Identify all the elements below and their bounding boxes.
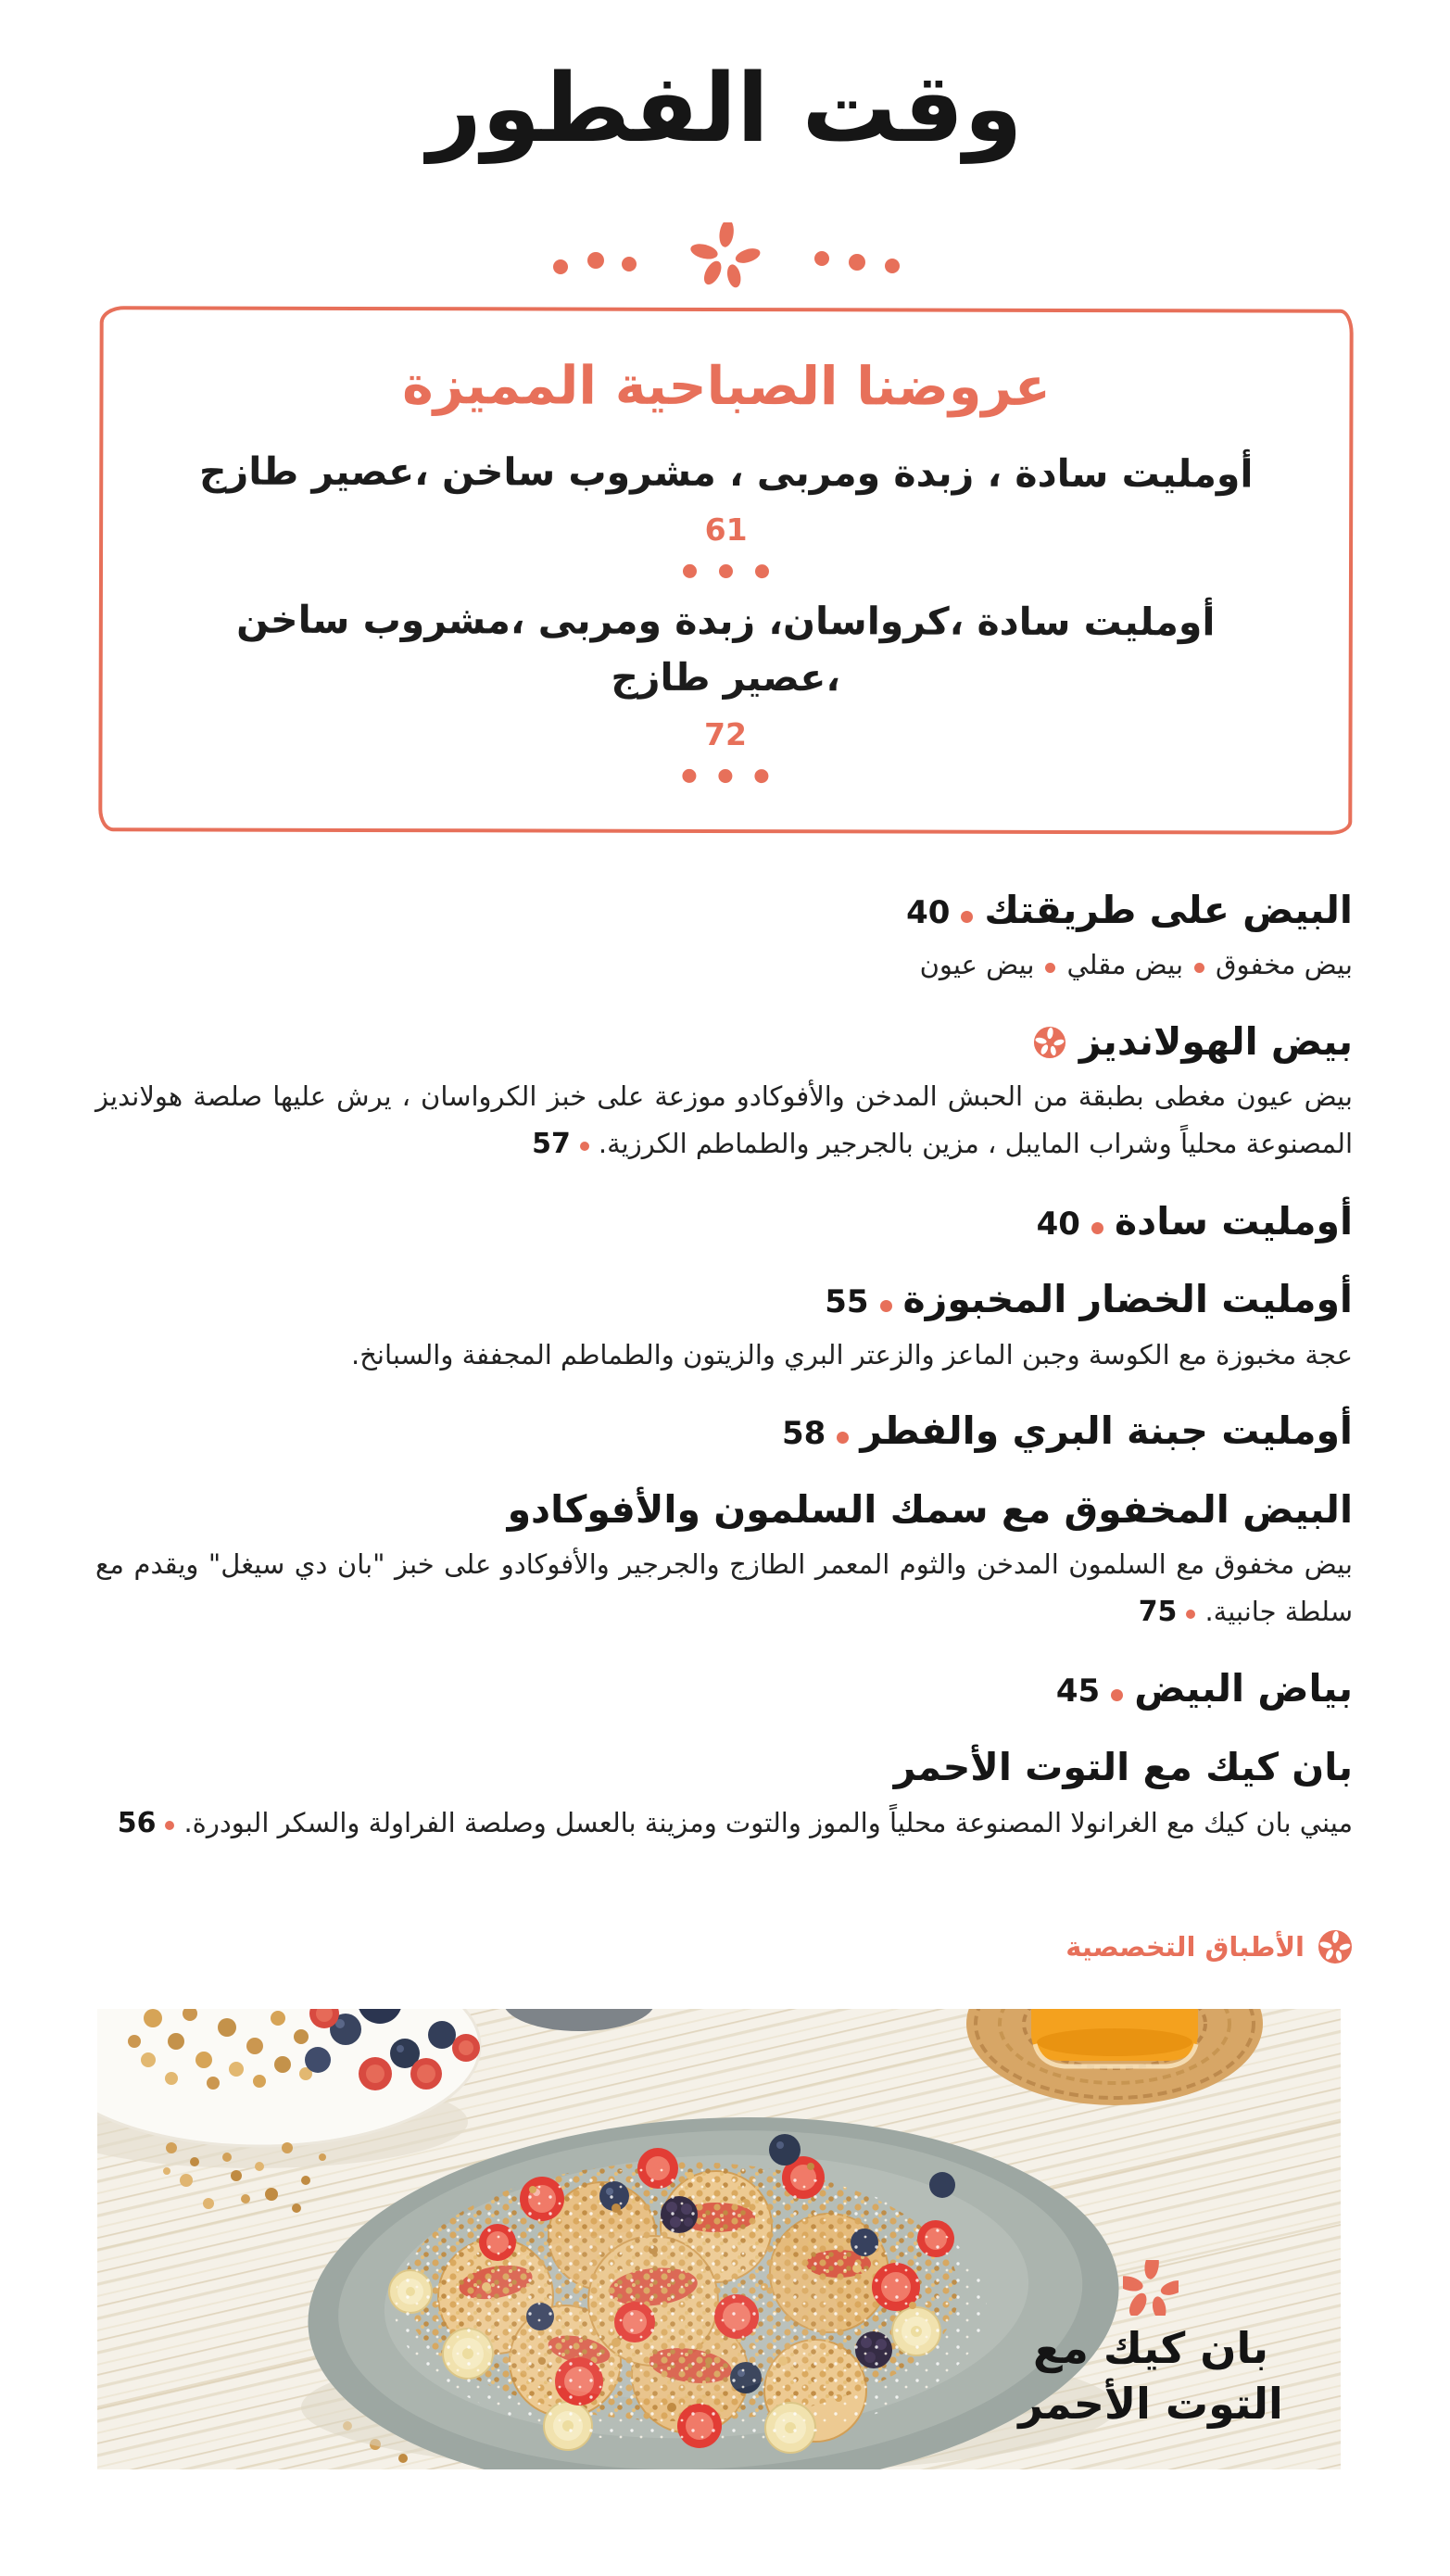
menu-item-name: أومليت الخضار المخبوزة: [902, 1277, 1353, 1322]
dots-divider: [140, 562, 1312, 579]
menu-item-price: 40: [1037, 1197, 1115, 1246]
menu-item-name: بياض البيض: [1134, 1666, 1353, 1711]
menu-item-description: [95, 1799, 1353, 1848]
specialty-footnote: [1065, 1929, 1353, 1964]
separator-dot: [1194, 963, 1204, 973]
menu-item-heading: [95, 886, 1353, 935]
menu-item-description: [95, 1542, 1353, 1635]
menu-item-heading: [95, 1743, 1353, 1792]
offer: [139, 591, 1312, 784]
dish-photo: [97, 2009, 1341, 2469]
menu-item: [95, 1017, 1353, 1168]
offer-price: 61: [704, 511, 748, 548]
menu-item-heading: [95, 1017, 1353, 1067]
menu-item: [95, 1197, 1353, 1246]
menu-item-description-text: بيض مخفوق مع السلمون المدخن والثوم المعمر الطازج والجرجير والأفوكادو على خبز "بان دي سيغل" ويقدم مع سلطة جانبية.: [95, 1548, 1353, 1627]
offers-box-title: عروضنا الصباحية المميزة: [402, 355, 1051, 418]
menu-item: [95, 1275, 1353, 1378]
menu-item: [95, 1664, 1353, 1713]
morning-offers-box: [98, 306, 1353, 834]
price-dot: [1111, 1689, 1123, 1701]
offer-text: أومليت سادة ،كرواسان، زبدة ومربى ،مشروب ساخن ،عصير طازج: [236, 597, 1216, 701]
menu-item-description-text: بيض عيون مغطى بطبقة من الحبش المدخن والأفوكادو موزعة على خبز الكرواسان ، يرش عليها صلصة هولانديز المصنوعة محلياً وشراب المايبل ، مزين بالجرجير والطماطم الكرزية.: [95, 1080, 1353, 1160]
menu-item-name: بان كيك مع التوت الأحمر: [893, 1744, 1353, 1789]
menu-item-name: أومليت جبنة البري والفطر: [860, 1408, 1353, 1454]
specialty-footnote-label: الأطباق التخصصية: [1065, 1931, 1305, 1963]
menu-item-name: بيض الهولانديز: [1078, 1019, 1353, 1065]
price-dot: [165, 1821, 174, 1830]
dots-divider: [139, 767, 1311, 784]
photo-caption-line1: بان كيك مع: [1032, 2323, 1269, 2374]
menu-item-name: البيض المخفوق مع سمك السلمون والأفوكادو: [507, 1486, 1353, 1532]
specialty-circle-sparkle-icon: [1318, 1929, 1353, 1964]
menu-item: [95, 1407, 1353, 1456]
price-dot: [880, 1300, 892, 1312]
page-title: وقت الفطور: [427, 54, 1023, 164]
orange-juice-glass: [1031, 2009, 1198, 2066]
menu-item-description-price: 56: [118, 1807, 184, 1838]
offer-price: 72: [704, 715, 748, 752]
menu-item-price: 40: [906, 886, 984, 935]
menu-item-heading: [95, 1664, 1353, 1713]
menu-item-description: [95, 942, 1353, 989]
price-dot: [580, 1142, 589, 1151]
offer: [140, 443, 1312, 579]
menu-item-description-text: ميني بان كيك مع الغرانولا المصنوعة محلياً والموز والتوت ومزينة بالعسل وصلصة الفراولة والسكر البودرة.: [183, 1807, 1353, 1839]
specialty-sparkle-icon: [1033, 1026, 1066, 1059]
caption-sparkle-icon: [998, 2260, 1304, 2319]
menu-item-name: أومليت سادة: [1114, 1198, 1353, 1244]
menu-item-price: 58: [782, 1407, 860, 1456]
menu-list: [95, 886, 1353, 1848]
menu-item-description-price: 57: [532, 1128, 599, 1159]
menu-item: [95, 1485, 1353, 1636]
sparkle-divider: [0, 222, 1450, 289]
menu-item-description: [95, 1074, 1353, 1168]
menu-item-description-text: عجة مخبوزة مع الكوسة وجبن الماعز والزعتر البري والزيتون والطماطم المجففة والسبانخ.: [350, 1338, 1353, 1370]
menu-item-heading: [95, 1407, 1353, 1456]
menu-item-description-price: 75: [1139, 1596, 1205, 1627]
menu-item-heading: [95, 1275, 1353, 1324]
price-dot: [1186, 1610, 1195, 1619]
menu-item-name: البيض على طريقتك: [984, 888, 1353, 932]
menu-item-heading: [95, 1197, 1353, 1246]
menu-item: [95, 1743, 1353, 1848]
separator-dot: [1045, 963, 1055, 973]
menu-item-description-text: بيض مخفوقبيض مقليبيض عيون: [919, 949, 1353, 981]
menu-item: [95, 886, 1353, 989]
menu-item-heading: [95, 1485, 1353, 1534]
menu-item-price: 45: [1056, 1664, 1134, 1713]
menu-item-description: [95, 1332, 1353, 1379]
price-dot: [837, 1432, 849, 1444]
offers-list: [139, 443, 1312, 784]
sparkle-divider-icon: [540, 222, 911, 289]
price-dot: [1091, 1222, 1103, 1234]
offer-text: أومليت سادة ، زبدة ومربى ، مشروب ساخن ،عصير طازج: [199, 448, 1254, 497]
price-dot: [961, 911, 973, 923]
photo-caption: [998, 2260, 1304, 2432]
menu-item-price: 55: [825, 1275, 902, 1324]
photo-caption-line2: التوت الأحمر: [1018, 2379, 1283, 2430]
